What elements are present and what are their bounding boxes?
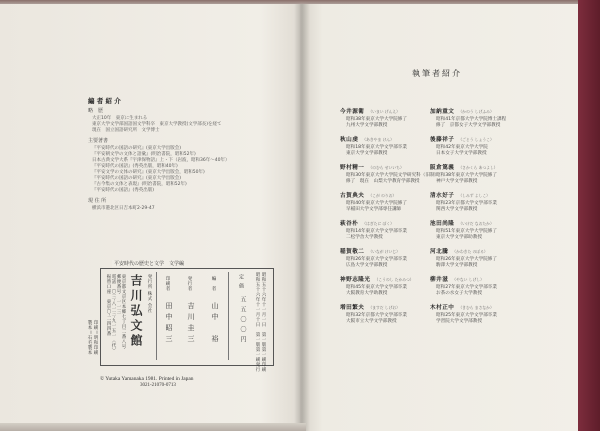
contributor-detail: 日本女子大学文学部教授	[436, 151, 487, 156]
contributor-detail: 東京大学文学部教授	[346, 151, 388, 156]
contributor-name: 神野志隆光	[340, 277, 371, 283]
book-gutter	[294, 4, 310, 431]
contributor-name: 清水好子	[430, 193, 455, 199]
contributor-entry	[430, 98, 506, 129]
bio-line: 大正10年 東京に生まれる	[92, 116, 148, 121]
contributor-entry	[430, 210, 497, 241]
contributor-entry	[340, 154, 439, 185]
contributor-detail: 広島大学文学部教授	[346, 263, 388, 268]
print-info: 製本＝石毛製本	[87, 320, 92, 355]
contributor-entry	[430, 294, 497, 325]
contributor-detail: 昭和23年京都大学文学部卒業	[436, 201, 497, 206]
contributor-reading: （ごとう しょうこ）	[458, 137, 494, 142]
contributor-reading: （はぎたに ぼく）	[362, 221, 394, 226]
contributor-reading: （いなが けいじ）	[368, 249, 400, 254]
contributor-entry	[430, 266, 497, 297]
contributor-detail: 二松学舎大学教授	[346, 235, 383, 240]
contributor-entry	[430, 182, 497, 213]
contributor-name: 後藤祥子	[430, 137, 455, 143]
isbn-code: 3021-21070-0713	[140, 383, 176, 388]
contributor-detail: 昭和51年東京大学大学院修了	[436, 229, 497, 234]
work-line: 『平安時代の国語の研究』(東京大学出版会)	[92, 176, 182, 181]
editor-label: 編 者	[211, 276, 216, 291]
work-line: 『古今集の文体と表現』(明治書院，昭和52年)	[92, 182, 187, 187]
contributor-name: 河北騰	[430, 249, 449, 255]
company-prefix: 発行所 株式 会社	[147, 274, 152, 313]
bio-line: 東京大学文学部国語国文学科卒 東京大学教授(文学部長)を経て	[92, 122, 222, 127]
copyright-line: © Yutaka Yamanaka 1981. Printed in Japan	[100, 376, 194, 382]
contributor-name: 秋山虔	[340, 137, 359, 143]
printer-label: 印刷者	[165, 276, 170, 291]
work-line: 『平安時代の国語の研究』(東京大学出版会)	[92, 146, 182, 151]
contributor-entry	[430, 126, 494, 157]
contributor-detail: 修了 現在 山梨大学教育学部教授	[346, 179, 420, 184]
address-subheading: 現 住 所	[88, 198, 107, 204]
contributor-reading: （いけだ なおたか）	[458, 221, 494, 226]
book-cover-edge	[578, 0, 600, 431]
contributor-reading: （こが のりお）	[368, 193, 397, 198]
contributor-name: 柳井滋	[430, 277, 449, 283]
contributor-name: 阪倉篤義	[430, 165, 455, 171]
contributor-detail: 昭和14年東京大学文学部卒業	[346, 229, 407, 234]
company-address: 電話 〇三‐八一三‐九一五一〈代〉	[111, 274, 116, 354]
address-line: 横浜市港北区日吉本町2-29-47	[92, 206, 155, 211]
contributor-entry	[340, 238, 407, 269]
contributor-reading: （のむら せいいち）	[368, 165, 404, 170]
contributor-detail: 昭和40年東京大学大学院修了	[346, 201, 407, 206]
contributor-detail: 昭和41年京都大学大学院博士課程	[436, 117, 507, 122]
contributor-detail: 関西大学文学部教授	[436, 207, 478, 212]
colophon-divider	[228, 272, 229, 360]
bio-line: 現在 国立国語研究所 文学博士	[92, 128, 160, 133]
contributor-detail: 早稲田大学文学部専任講師	[346, 207, 402, 212]
editor-heading: 編 者 紹 介	[88, 97, 121, 105]
contributor-detail: 大阪市立大学文学部教授	[346, 319, 397, 324]
contributor-entry	[340, 210, 407, 241]
contributor-detail: 昭和45年東京大学文学部卒業	[346, 285, 407, 290]
contributor-reading: （あきやま けん）	[362, 137, 394, 142]
work-line: 『平安時代の国語』(秀英出版)	[92, 188, 155, 193]
contributor-name: 木村正中	[430, 305, 455, 311]
company-address: 郵便番号 一一三	[116, 274, 121, 314]
contributor-detail: お茶の水女子大学教授	[436, 291, 482, 296]
contributor-detail: 昭和38年東京大学大学院修了	[436, 173, 497, 178]
contributor-reading: （こうのし たかみつ）	[374, 277, 414, 282]
price-value: 五五〇〇円	[239, 296, 246, 346]
contributor-reading: （いまい げんえ）	[368, 109, 400, 114]
contributor-reading: （ますだ しげお）	[368, 305, 400, 310]
contributor-entry	[340, 294, 407, 325]
company-address: 振替口座 東京〇‐二四四番	[106, 274, 111, 337]
contributor-entry	[430, 238, 497, 269]
contributor-name: 古賀典夫	[340, 193, 365, 199]
contributors-heading: 執筆者紹介	[412, 69, 462, 78]
contributor-detail: 九州大学文学部教授	[346, 123, 388, 128]
contributor-entry	[340, 266, 414, 297]
contributor-detail: 昭和32年京都大学文学部卒業	[346, 313, 407, 318]
contributor-detail: 修了 京都女子大学文学部教授	[436, 123, 501, 128]
contributor-name: 加納重文	[430, 109, 455, 115]
contributor-reading: （さかくら あつよし）	[458, 165, 498, 170]
contributor-detail: 駒澤大学文学部教授	[436, 263, 478, 268]
publisher-name: 吉川圭三	[187, 302, 195, 346]
colophon-date: 昭和五十六年十一月一日 第一版第一刷印刷	[261, 272, 266, 372]
contributor-detail: 昭和42年東京大学大学院	[436, 145, 488, 150]
contributor-reading: （かわきた のぼる）	[452, 249, 488, 254]
biography-subheading: 略 歴	[88, 108, 104, 114]
colophon-title: 平安時代の歴史と文学 文学編	[114, 261, 185, 267]
contributor-detail: 昭和26年東京大学大学院修了	[436, 257, 497, 262]
page-bottom-edge	[0, 423, 306, 431]
work-line: 『平安文学の文体の研究』(東京大学出版会，昭和50年)	[92, 170, 205, 175]
contributor-detail: 学習院大学文学部教授	[436, 319, 482, 324]
contributor-name: 野村精一	[340, 165, 365, 171]
contributor-detail: 昭和27年東京大学文学部卒業	[436, 285, 497, 290]
contributor-name: 増田繁夫	[340, 305, 365, 311]
publisher-company: 吉川弘文館	[129, 274, 143, 349]
contributor-detail: 東京大学文学部助教授	[436, 235, 482, 240]
contributor-name: 今井源衛	[340, 109, 365, 115]
contributor-reading: （やない しげし）	[452, 277, 484, 282]
contributor-detail: 神戸大学文学部教授	[436, 179, 478, 184]
contributor-entry	[340, 182, 407, 213]
works-subheading: 主要著書	[88, 138, 109, 144]
contributor-reading: （かのう しげふみ）	[458, 109, 494, 114]
company-address: 東京都文京区本郷七丁目二番八号	[121, 274, 126, 349]
printer-name: 田中昭三	[165, 302, 173, 346]
work-line: 『平安時代の国語』(秀英出版，昭和40年)	[92, 164, 178, 169]
contributor-entry	[340, 126, 407, 157]
contributor-detail: 昭和25年東京大学文学部卒業	[436, 313, 497, 318]
publisher-label: 発行者	[187, 276, 192, 291]
price-label: 定価	[238, 274, 244, 292]
contributor-detail: 昭和30年東京大学大学院文学研究科（旧制）	[346, 173, 440, 178]
contributor-detail: 昭和26年東京大学文学部卒業	[346, 257, 407, 262]
work-line: 『平安朝文学の文体と語彙』(明治書院，昭和52年)	[92, 152, 196, 157]
contributor-detail: 昭和38年東京大学大学院修了	[346, 117, 407, 122]
work-line: 日本古典文学大系『宇津保物語』上・下（岩波，昭和36年〜40年）	[92, 158, 230, 163]
colophon-date: 昭和五十六年十一月十日 第一版第一刷発行	[255, 272, 260, 372]
editor-name: 山中 裕	[211, 302, 219, 346]
contributor-name: 稲賀敬二	[340, 249, 365, 255]
contributor-entry	[340, 98, 407, 129]
contributor-detail: 大阪教育大学助教授	[346, 291, 388, 296]
print-info: 印刷＝明和印刷	[93, 320, 98, 355]
contributor-name: 萩谷朴	[340, 221, 359, 227]
contributor-name: 池田尚隆	[430, 221, 455, 227]
contributor-detail: 昭和18年東京大学文学部卒業	[346, 145, 407, 150]
contributor-reading: （しみず よしこ）	[458, 193, 490, 198]
contributor-reading: （きむら まさなか）	[458, 305, 494, 310]
colophon-divider	[156, 272, 157, 360]
contributor-entry	[430, 154, 498, 185]
